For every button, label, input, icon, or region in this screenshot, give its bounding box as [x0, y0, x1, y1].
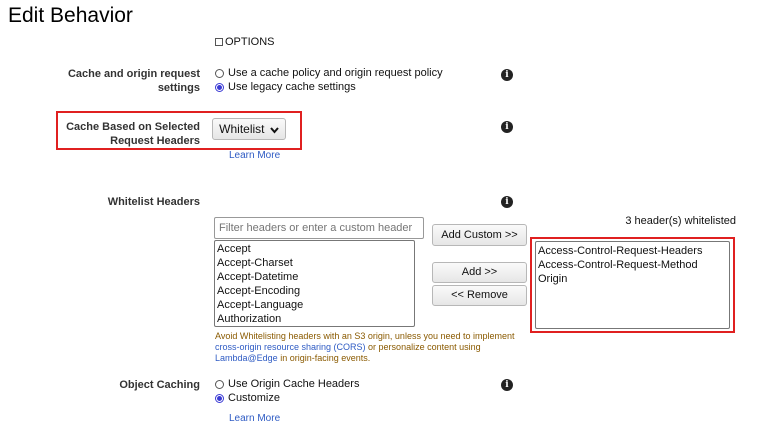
- list-item[interactable]: Accept-Language: [217, 299, 304, 311]
- learn-more-link[interactable]: Learn More: [229, 413, 281, 424]
- add-custom-button[interactable]: Add Custom >>: [432, 224, 527, 246]
- radio-customize[interactable]: [215, 391, 280, 405]
- radio-legacy-cache[interactable]: [215, 80, 356, 94]
- options-checkbox[interactable]: [215, 38, 223, 46]
- radio-cache-policy[interactable]: [215, 66, 443, 80]
- page-title: Edit Behavior: [8, 4, 133, 27]
- filter-headers-input[interactable]: [214, 217, 424, 239]
- select-value: Whitelist: [219, 122, 265, 136]
- cache-headers-label-line1: Cache Based on Selected: [66, 121, 200, 133]
- info-icon[interactable]: i: [501, 379, 513, 391]
- warning-text: in origin-facing events.: [277, 353, 371, 363]
- info-icon[interactable]: i: [501, 121, 513, 133]
- whitelist-select[interactable]: [212, 118, 286, 140]
- list-item[interactable]: Origin: [538, 273, 568, 285]
- whitelist-headers-label: Whitelist Headers: [107, 196, 200, 208]
- whitelisted-headers-list[interactable]: [535, 241, 730, 329]
- info-icon[interactable]: i: [501, 196, 513, 208]
- lambda-edge-link[interactable]: Lambda@Edge: [215, 353, 278, 363]
- cache-origin-label: [20, 67, 200, 95]
- list-item[interactable]: Accept-Datetime: [217, 271, 299, 283]
- whitelist-count: 3 header(s) whitelisted: [625, 215, 736, 227]
- add-button[interactable]: Add >>: [432, 262, 527, 283]
- radio-origin-cache-headers[interactable]: [215, 377, 359, 391]
- options-label: OPTIONS: [225, 36, 275, 48]
- available-headers-list[interactable]: [214, 240, 415, 327]
- radio-label: Customize: [228, 392, 280, 404]
- cache-headers-label-line2: Request Headers: [110, 135, 200, 147]
- radio-label: Use legacy cache settings: [228, 81, 356, 93]
- info-icon[interactable]: i: [501, 69, 513, 81]
- radio-label: Use a cache policy and origin request policy: [228, 67, 443, 79]
- list-item[interactable]: Access-Control-Request-Method: [538, 259, 698, 271]
- list-item[interactable]: Accept-Charset: [217, 257, 293, 269]
- cors-link[interactable]: cross-origin resource sharing (CORS): [215, 342, 366, 352]
- whitelist-warning: [215, 331, 515, 364]
- list-item[interactable]: Authorization: [217, 313, 282, 325]
- cache-origin-label-line1: Cache and origin request: [67, 68, 200, 80]
- learn-more-link[interactable]: Learn More: [229, 150, 281, 161]
- radio-button[interactable]: [215, 380, 224, 389]
- list-item[interactable]: Accept: [217, 243, 251, 255]
- radio-label: Use Origin Cache Headers: [228, 378, 360, 390]
- warning-text: Avoid Whitelisting headers with an S3 origin, unless you need to implement: [215, 331, 515, 341]
- chevron-down-icon: [270, 120, 279, 140]
- object-caching-label: Object Caching: [119, 379, 200, 391]
- radio-button-selected[interactable]: [215, 83, 224, 92]
- radio-button-selected[interactable]: [215, 394, 224, 403]
- options-method-row[interactable]: [215, 35, 275, 49]
- list-item[interactable]: Access-Control-Request-Headers: [538, 245, 703, 257]
- radio-button[interactable]: [215, 69, 224, 78]
- remove-button[interactable]: << Remove: [432, 285, 527, 306]
- cache-headers-label: [20, 120, 200, 148]
- warning-text: or personalize content using: [365, 342, 481, 352]
- cache-origin-label-line2: settings: [157, 82, 200, 94]
- list-item[interactable]: Accept-Encoding: [217, 285, 301, 297]
